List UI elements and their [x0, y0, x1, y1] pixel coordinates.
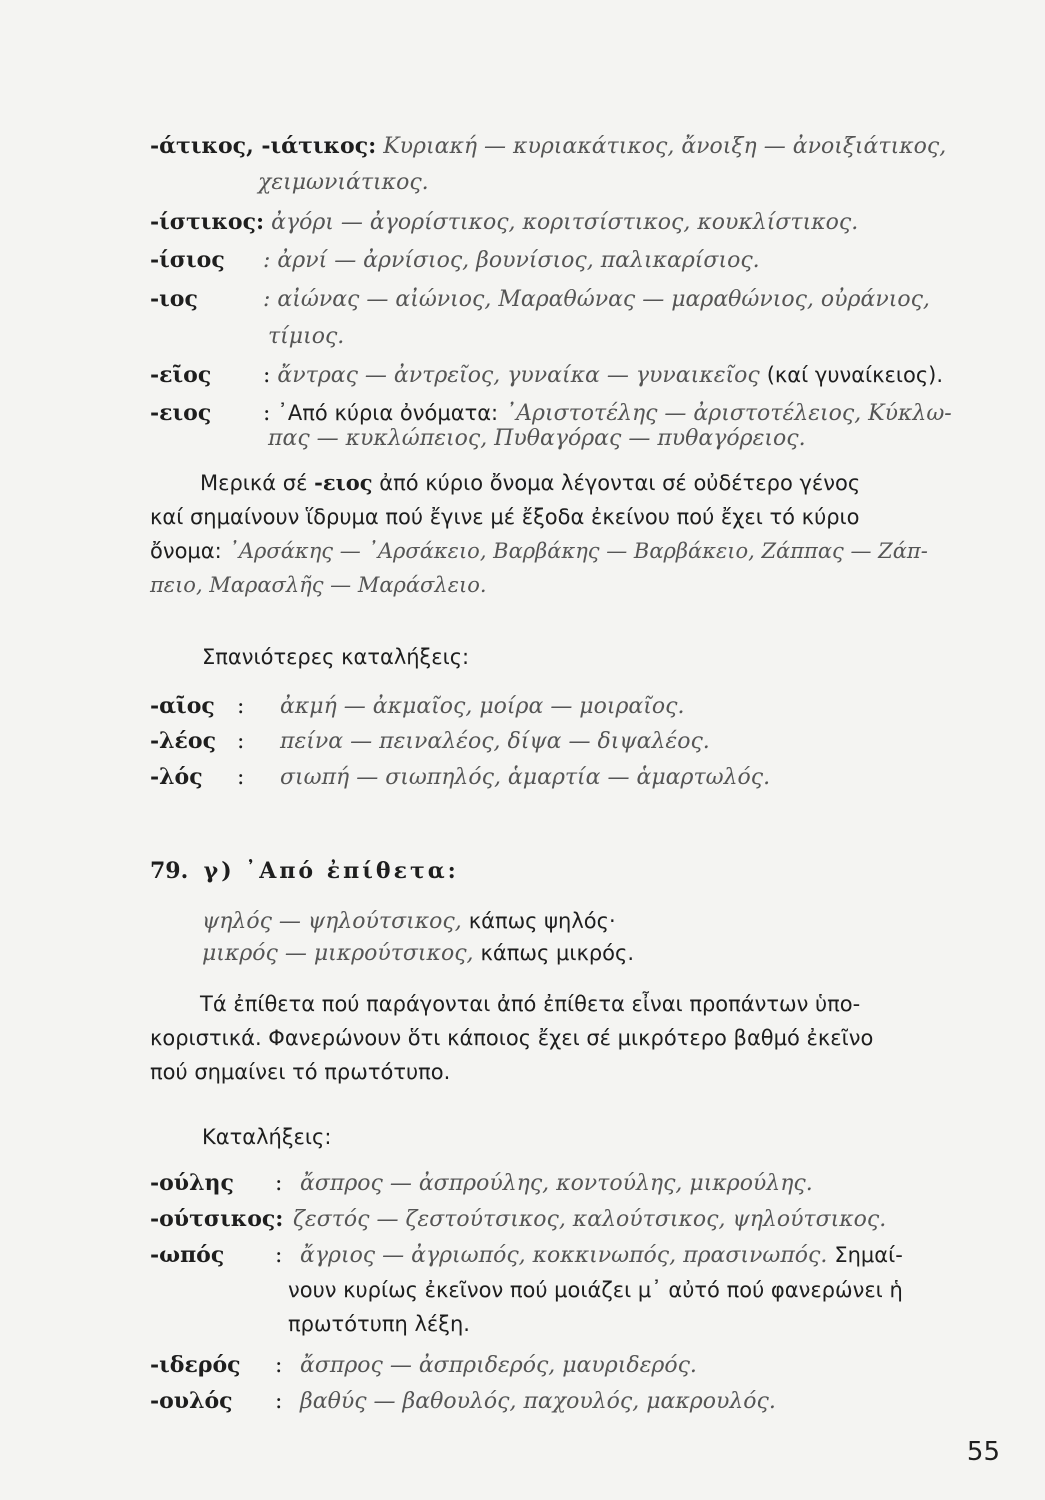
note-text: κάπως μικρός. [480, 941, 635, 965]
note-text: κάπως ψηλός· [468, 909, 616, 933]
suffix-label: -ίσιος [150, 247, 225, 273]
entry-ios-cont [268, 322, 344, 352]
section-title: γ) ᾽Από ἐπίθετα: [203, 858, 459, 884]
suffix-label: -λέος [150, 728, 216, 754]
suffix-label: -ιος [150, 286, 198, 312]
examples-text: : αἰώνας — αἰώνιος, Μαραθώνας — μαραθώνιος, οὐράνιος, [263, 287, 930, 312]
colon: : [275, 1389, 283, 1414]
para-line: πειο, Μαρασλῆς — Μαράσλειο. [150, 573, 487, 597]
examples-text: πας — κυκλώπειος, Πυθαγόρας — πυθαγόρειος. [268, 426, 806, 451]
para-line: κοριστικά. Φανερώνουν ὅτι κάποιος ἔχει σέ μικρότερο βαθμό ἐκεῖνο [150, 1026, 874, 1050]
colon: : [275, 1353, 283, 1378]
entry-isios [150, 245, 760, 276]
examples-text: χειμωνιάτικος. [258, 170, 429, 195]
colon: : [275, 1243, 283, 1268]
entry-opos [150, 1240, 903, 1271]
examples-text: ψηλός — ψηλούτσικος, [202, 909, 462, 934]
examples-text: μικρός — μικρούτσικος, [202, 941, 474, 966]
colon: : [263, 363, 271, 388]
colon: : [237, 729, 245, 754]
suffix-label: -αῖος [150, 693, 215, 719]
entry-oulis [150, 1168, 813, 1199]
examples-text: ζεστός — ζεστούτσικος, καλούτσικος, ψηλούτσικος. [293, 1207, 887, 1232]
entry-eios-cont [268, 424, 806, 454]
examples-text: ἀγόρι — ἀγορίστικος, κοριτσίστικος, κουκλίστικος. [271, 210, 859, 235]
suffix-label: -λός [150, 764, 203, 790]
examples-text: ἄσπρος — ἀσπριδερός, μαυριδερός. [300, 1353, 697, 1378]
rare-endings-label: Σπανιότερες καταλήξεις: [202, 645, 470, 669]
examples-text: ᾽Αριστοτέλης — ἀριστοτέλειος, Κύκλω- [505, 401, 952, 426]
entry-los [150, 762, 770, 793]
examples-text: πείνα — πειναλέος, δίψα — διψαλέος. [280, 729, 710, 754]
colon: : [237, 694, 245, 719]
suffix-label: -άτικος, -ιάτικος: [150, 133, 377, 159]
entry-opos-cont: νουν κυρίως ἐκεῖνον πού μοιάζει μ᾽ αὐτό πού φανερώνει ἡ [288, 1278, 903, 1302]
examples-text: βαθύς — βαθουλός, παχουλός, μακρουλός. [300, 1389, 776, 1414]
entry-ideros [150, 1350, 697, 1381]
para-line: ὄνομα: ᾽Αρσάκης — ᾽Αρσάκειο, Βαρβάκης — Βαρβάκειο, Ζάππας — Ζάπ- [150, 539, 928, 563]
suffix-label: -ούτσικος: [150, 1206, 284, 1232]
para-line: πού σημαίνει τό πρωτότυπο. [150, 1060, 451, 1084]
colon: : [237, 765, 245, 790]
entry-oulos [150, 1386, 776, 1417]
examples-text: Κυριακή — κυριακάτικος, ἄνοιξη — ἀνοιξιάτικος, [383, 134, 947, 159]
suffix-label: -ουλός [150, 1388, 233, 1414]
entry-atikos-cont [258, 168, 429, 198]
paragraph-adjectives [150, 987, 1000, 1089]
suffix-label: -ίστικος: [150, 209, 265, 235]
section-number: 79. [150, 858, 189, 884]
examples-text: σιωπή — σιωπηλός, ἁμαρτία — ἁμαρτωλός. [280, 765, 771, 790]
entry-atikos [150, 131, 946, 162]
entry-leos [150, 726, 710, 757]
colon: : [263, 401, 271, 426]
paragraph-eios-names [150, 466, 1000, 602]
examples-text: ἄσπρος — ἀσπρούλης, κοντούλης, μικρούλης. [300, 1171, 813, 1196]
suffix-label: -ειος [150, 400, 212, 426]
note-text: ᾽Από κύρια ὀνόματα: [277, 401, 499, 425]
suffix-label: -ούλης [150, 1170, 234, 1196]
note-text: (καί γυναίκειος). [766, 363, 944, 387]
examples-text: ἄντρας — ἀντρεῖος, γυναίκα — γυναικεῖος [277, 363, 760, 388]
entry-opos-cont2: πρωτότυπη λέξη. [288, 1312, 470, 1336]
para-line: Τά ἐπίθετα πού παράγονται ἀπό ἐπίθετα εἶναι προπάντων ὑπο- [200, 992, 861, 1016]
bold-suffix: -ειος [314, 470, 373, 495]
para-line: καί σημαίνουν ἵδρυμα πού ἔγινε μέ ἔξοδα ἐκείνου πού ἔχει τό κύριο [150, 505, 860, 529]
entry-ios [150, 284, 930, 315]
suffix-label: -ωπός [150, 1242, 225, 1268]
adj-example-small [202, 938, 634, 969]
examples-text: ἄγριος — ἀγριωπός, κοκκινωπός, πρασινωπός. [300, 1243, 828, 1268]
endings-label: Καταλήξεις: [202, 1125, 332, 1149]
suffix-label: -εῖος [150, 362, 212, 388]
page-number: 55 [966, 1437, 1000, 1467]
colon: : [275, 1171, 283, 1196]
note-text: Σημαί- [834, 1243, 903, 1267]
section-heading [150, 858, 459, 884]
suffix-label: -ιδερός [150, 1352, 241, 1378]
examples-text: : ἀρνί — ἀρνίσιος, βουνίσιος, παλικαρίσιος. [263, 248, 760, 273]
examples-text: τίμιος. [268, 324, 345, 349]
examples-text: ἀκμή — ἀκμαῖος, μοίρα — μοιραῖος. [280, 694, 685, 719]
para-line: Μερικά σέ -ειος ἀπό κύριο ὄνομα λέγονται σέ οὐδέτερο γένος [200, 470, 861, 495]
entry-aios [150, 691, 684, 722]
adj-example-tall [202, 906, 616, 937]
entry-istikos [150, 207, 858, 238]
entry-eios-accent [150, 360, 943, 391]
entry-outsikos [150, 1204, 886, 1235]
